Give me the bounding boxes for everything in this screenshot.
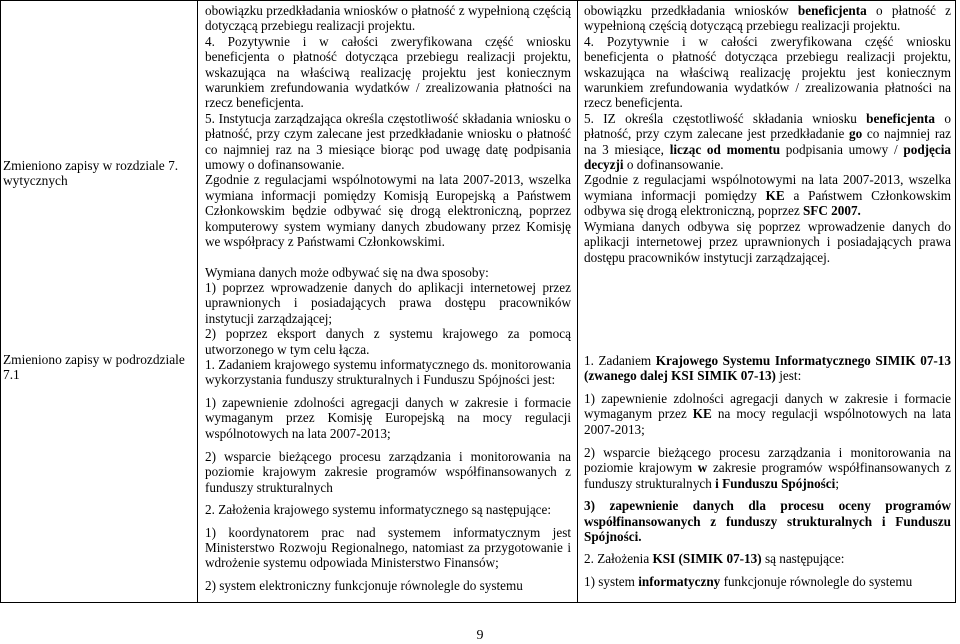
paragraph: 4. Pozytywnie i w całości zweryfikowana część wniosku beneficjenta o płatność dotycząca przebiegu realizacji projektu, wskazująca na właściwą realizację projektu jest koniecznym warunkiem zrefundowania wydatków / zrealizowania płatności na rzecz beneficjenta.: [584, 33, 951, 111]
list-item: 1) poprzez wprowadzenie danych do aplikacji internetowej przez uprawnionych i posiadających prawa dostępu pracowników instytucji zarządzającej;: [205, 279, 571, 326]
list-item: 1) system informatyczny funkcjonuje równolegle do systemu: [584, 573, 913, 589]
page-number: 9: [476, 628, 484, 643]
list-item: 1) zapewnienie zdolności agregacji danych w zakresie i formacie wymaganym przez KE na mocy regulacji wspólnotowych na lata 2007-2013;: [584, 390, 951, 437]
paragraph: Wymiana danych może odbywać się na dwa sposoby:: [205, 264, 489, 280]
paragraph: obowiązku przedkładania wniosków o płatność z wypełnioną częścią dotyczącą przebiegu realizacji projektu.: [205, 3, 571, 34]
amended-text-column: [584, 3, 951, 600]
list-item: 2) wsparcie bieżącego procesu zarządzania i monitorowania na poziomie krajowym zakresie programów współfinansowanych z funduszy strukturalnych: [205, 448, 571, 495]
change-note-text: Zmieniono zapisy w podrozdziale 7.1: [3, 352, 185, 383]
list-item: 3) zapewnienie danych dla procesu oceny programów współfinansowanych z funduszy strukturalnych i Funduszu Spójności.: [584, 498, 951, 544]
paragraph: 2. Założenia krajowego systemu informatycznego są następujące:: [205, 502, 552, 518]
paragraph: 5. Instytucja zarządzająca określa częstotliwość składania wniosku o płatność, przy czym zalecane jest przedkładanie wniosku o płatność co najmniej raz na 3 miesiące biorąc pod uwagę datę podpisania umowy o dofinansowanie.: [205, 110, 571, 173]
change-note-chapter-7: [3, 158, 191, 189]
list-item: 1) zapewnienie zdolności agregacji danych w zakresie i formacie wymaganym przez Komisję Europejską na mocy regulacji wspólnotowych na lata 2007-2013;: [205, 394, 571, 441]
list-item: 2) poprzez eksport danych z systemu krajowego za pomocą utworzonego w tym celu łącza.: [205, 326, 571, 357]
paragraph: Zgodnie z regulacjami wspólnotowymi na lata 2007-2013, wszelka wymiana informacji pomiędzy Komisją Europejską a Państwem Członkowskim będzie odbywać się drogą elektroniczną, poprzez komputerowy system wymiany danych zbudowany przez Komisję we współpracy z Państwami Członkowskimi.: [205, 172, 571, 250]
paragraph: obowiązku przedkładania wniosków beneficjenta o płatność z wypełnioną częścią dotyczącą przebiegu realizacji projektu.: [584, 3, 951, 34]
list-item: 2) wsparcie bieżącego procesu zarządzania i monitorowania na poziomie krajowym w zakresie programów współfinansowanych z funduszy strukturalnych i Funduszu Spójności;: [584, 444, 951, 491]
table-bottom-border: [1, 602, 956, 603]
paragraph: 1. Zadaniem krajowego systemu informatycznego ds. monitorowania wykorzystania funduszy strukturalnych i Funduszu Spójności jest:: [205, 356, 571, 388]
list-item: 2) system elektroniczny funkcjonuje równolegle do systemu: [205, 577, 523, 593]
paragraph: 5. IZ określa częstotliwość składania wniosku beneficjenta o płatność, przy czym zalecane jest przedkładanie go co najmniej raz na 3 miesiące, licząc od momentu podpisania umowy / podjęcia decyzji o dofinansowanie.: [584, 110, 951, 173]
change-note-text: Zmieniono zapisy w rozdziale 7. wytycznych: [3, 158, 179, 189]
table-right-border: [955, 1, 956, 603]
change-note-subchapter-7-1: [3, 352, 191, 383]
paragraph: Wymiana danych odbywa się poprzez wprowadzenie danych do aplikacji internetowej przez uprawnionych i posiadających prawa dostępu pracowników instytucji zarządzającej.: [584, 218, 951, 265]
original-text-column: [205, 3, 571, 600]
paragraph: 4. Pozytywnie i w całości zweryfikowana część wniosku beneficjenta o płatność dotycząca przebiegu realizacji projektu, wskazująca na właściwą realizację projektu jest koniecznym warunkiem zrefundowania wydatków / zrealizowania płatności na rzecz beneficjenta.: [205, 33, 571, 111]
column-divider-left: [197, 1, 198, 603]
paragraph: Zgodnie z regulacjami wspólnotowymi na lata 2007-2013, wszelka wymiana informacji pomiędzy KE a Państwem Członkowskim odbywa się drogą elektroniczną, poprzez SFC 2007.: [584, 172, 951, 219]
list-item: 1) koordynatorem prac nad systemem informatycznym jest Ministerstwo Rozwoju Regionalnego, natomiast za przygotowanie i wdrożenie systemu odpowiada Ministerstwo Finansów;: [205, 524, 571, 571]
column-divider-right: [577, 1, 578, 603]
paragraph: 1. Zadaniem Krajowego Systemu Informatycznego SIMIK 07-13 (zwanego dalej KSI SIMIK 07-13) jest:: [584, 352, 951, 384]
paragraph: 2. Założenia KSI (SIMIK 07-13) są następujące:: [584, 551, 845, 567]
